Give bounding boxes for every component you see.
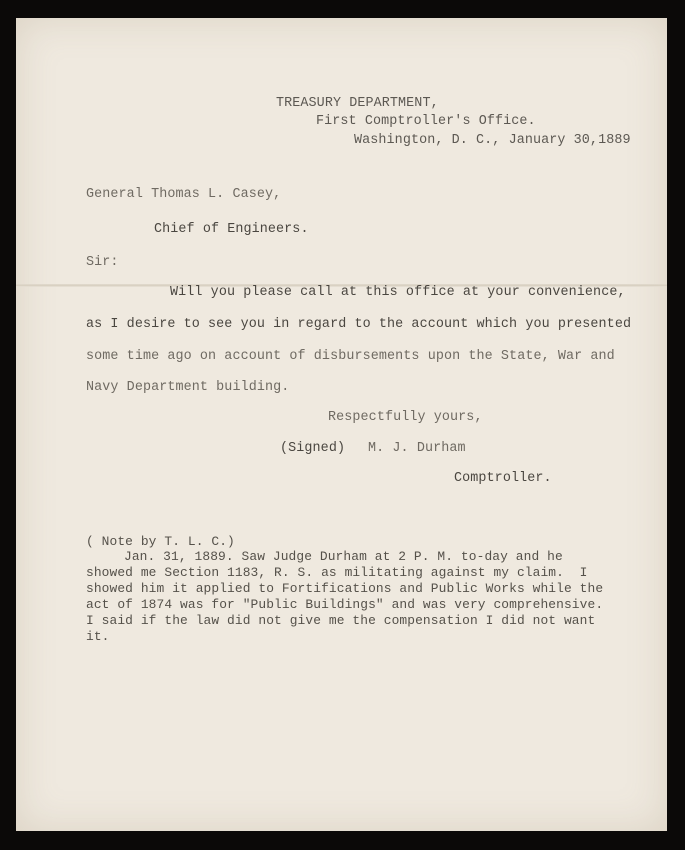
note-line: it. xyxy=(86,629,110,644)
recipient-name: General Thomas L. Casey, xyxy=(86,187,282,202)
closing: Respectfully yours, xyxy=(328,410,483,425)
body-line: Will you please call at this office at your convenience, xyxy=(170,285,626,300)
letterhead-place-date: Washington, D. C., January 30,1889 xyxy=(354,133,631,148)
signatory-name: M. J. Durham xyxy=(368,441,466,456)
letterhead-department: TREASURY DEPARTMENT, xyxy=(276,96,439,111)
recipient-title: Chief of Engineers. xyxy=(154,222,309,237)
body-line: Navy Department building. xyxy=(86,380,290,395)
note-line: Jan. 31, 1889. Saw Judge Durham at 2 P. M. to-day and he xyxy=(124,549,563,564)
salutation: Sir: xyxy=(86,255,119,270)
body-line: some time ago on account of disbursements upon the State, War and xyxy=(86,349,615,364)
body-line: as I desire to see you in regard to the account which you presented xyxy=(86,317,632,332)
note-line: I said if the law did not give me the compensation I did not want xyxy=(86,613,596,628)
note-line: showed me Section 1183, R. S. as militating against my claim. I xyxy=(86,565,588,580)
note-line: showed him it applied to Fortifications and Public Works while the xyxy=(86,581,604,596)
letterhead-office: First Comptroller's Office. xyxy=(316,114,536,129)
letter-page xyxy=(16,18,667,831)
note-line: act of 1874 was for "Public Buildings" and was very comprehensive. xyxy=(86,597,604,612)
signatory-title: Comptroller. xyxy=(454,471,552,486)
signed-label: (Signed) xyxy=(280,441,346,456)
note-heading: ( Note by T. L. C.) xyxy=(86,534,235,549)
